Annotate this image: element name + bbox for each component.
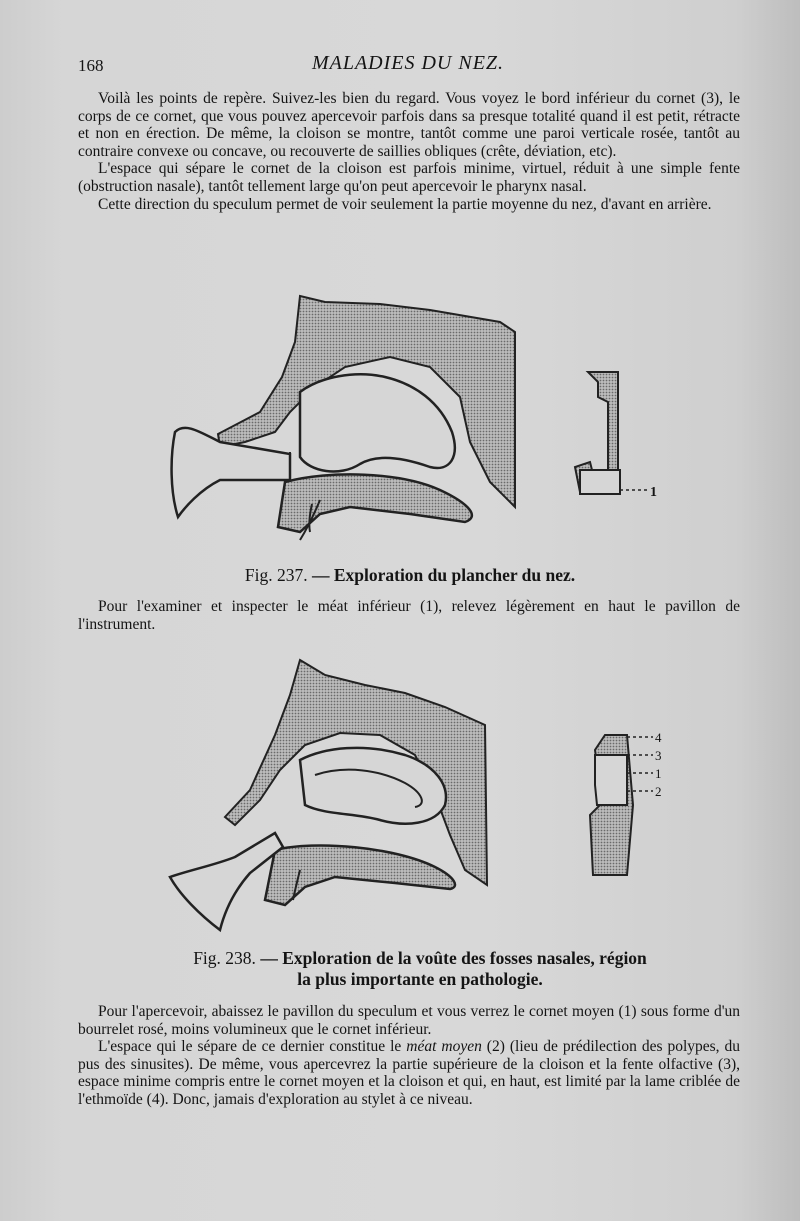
figure-caption-text: — Exploration du plancher du nez. xyxy=(311,565,576,585)
page-header xyxy=(78,52,738,82)
figure-label: Fig. 238. xyxy=(193,948,256,968)
nasal-cavity-drawing xyxy=(172,296,515,540)
paragraph: Voilà les points de repère. Suivez-les bien du regard. Vous voyez le bord inférieur du cornet (3), le corps de ce cornet, que vous pouvez apercevoir parfois dans sa presque totalité quand il est petit, rétracte et non en érection. De même, la cloison se montre, tantôt comme une paroi verticale rosée, tantôt au contraire convexe ou concave, ou recouverte de saillies obliques (crête, déviation, etc). xyxy=(78,90,740,160)
paragraph xyxy=(78,1038,740,1108)
figure-238-illustration xyxy=(165,655,685,940)
marker-label-4: 4 xyxy=(655,730,662,745)
paragraph: Cette direction du speculum permet de voir seulement la partie moyenne du nez, d'avant en arrière. xyxy=(98,195,712,213)
figure-caption-line: la plus importante en pathologie. xyxy=(297,969,543,989)
figure-237-caption xyxy=(170,565,650,586)
emphasized-term: méat moyen xyxy=(406,1038,482,1056)
speculum-detail-icon xyxy=(575,372,648,494)
page-number: 168 xyxy=(78,56,104,75)
text-run: (2) (lieu de prédilection des polypes, du pus des sinusites). De même, vous apercevrez la partie supérieure de la cloison et la fente olfactive (3), espace minime compris entre le cornet moyen et la cloison et qui, en haut, est limité par la lame criblée de l'ethmoïde (4). Donc, jamais d'exploration au stylet à ce niveau. xyxy=(78,1038,741,1108)
figure-238-caption xyxy=(100,948,740,990)
paragraph: L'espace qui sépare le cornet de la cloison est parfois minime, virtuel, réduit à une simple fente (obstruction nasale), tantôt tellement large qu'on peut apercevoir le pharynx nasal. xyxy=(78,160,740,195)
text-run: L'espace qui le sépare de ce dernier constitue le xyxy=(98,1038,407,1056)
middle-text xyxy=(78,598,740,633)
figure-237-illustration xyxy=(170,292,670,554)
marker-label-1: 1 xyxy=(650,485,657,500)
speculum-detail-icon xyxy=(590,735,653,875)
figure-caption-line xyxy=(100,948,740,969)
paragraph: Pour l'examiner et inspecter le méat inférieur (1), relevez légèrement en haut le pavillon de l'instrument. xyxy=(78,598,740,633)
marker-label-3: 3 xyxy=(655,748,662,763)
final-text xyxy=(78,1003,740,1109)
nasal-cavity-drawing xyxy=(170,660,487,930)
paragraph: Pour l'apercevoir, abaissez le pavillon du speculum et vous verrez le cornet moyen (1) sous forme d'un bourrelet rosé, moins volumineux que le cornet inférieur. xyxy=(78,1003,740,1038)
figure-caption-text: — Exploration de la voûte des fosses nasales, région xyxy=(260,948,647,968)
running-head: MALADIES DU NEZ. xyxy=(311,52,505,74)
figure-label: Fig. 237. xyxy=(244,565,308,585)
intro-text xyxy=(78,90,740,213)
marker-label-2: 2 xyxy=(655,784,662,799)
marker-label-1: 1 xyxy=(655,766,662,781)
